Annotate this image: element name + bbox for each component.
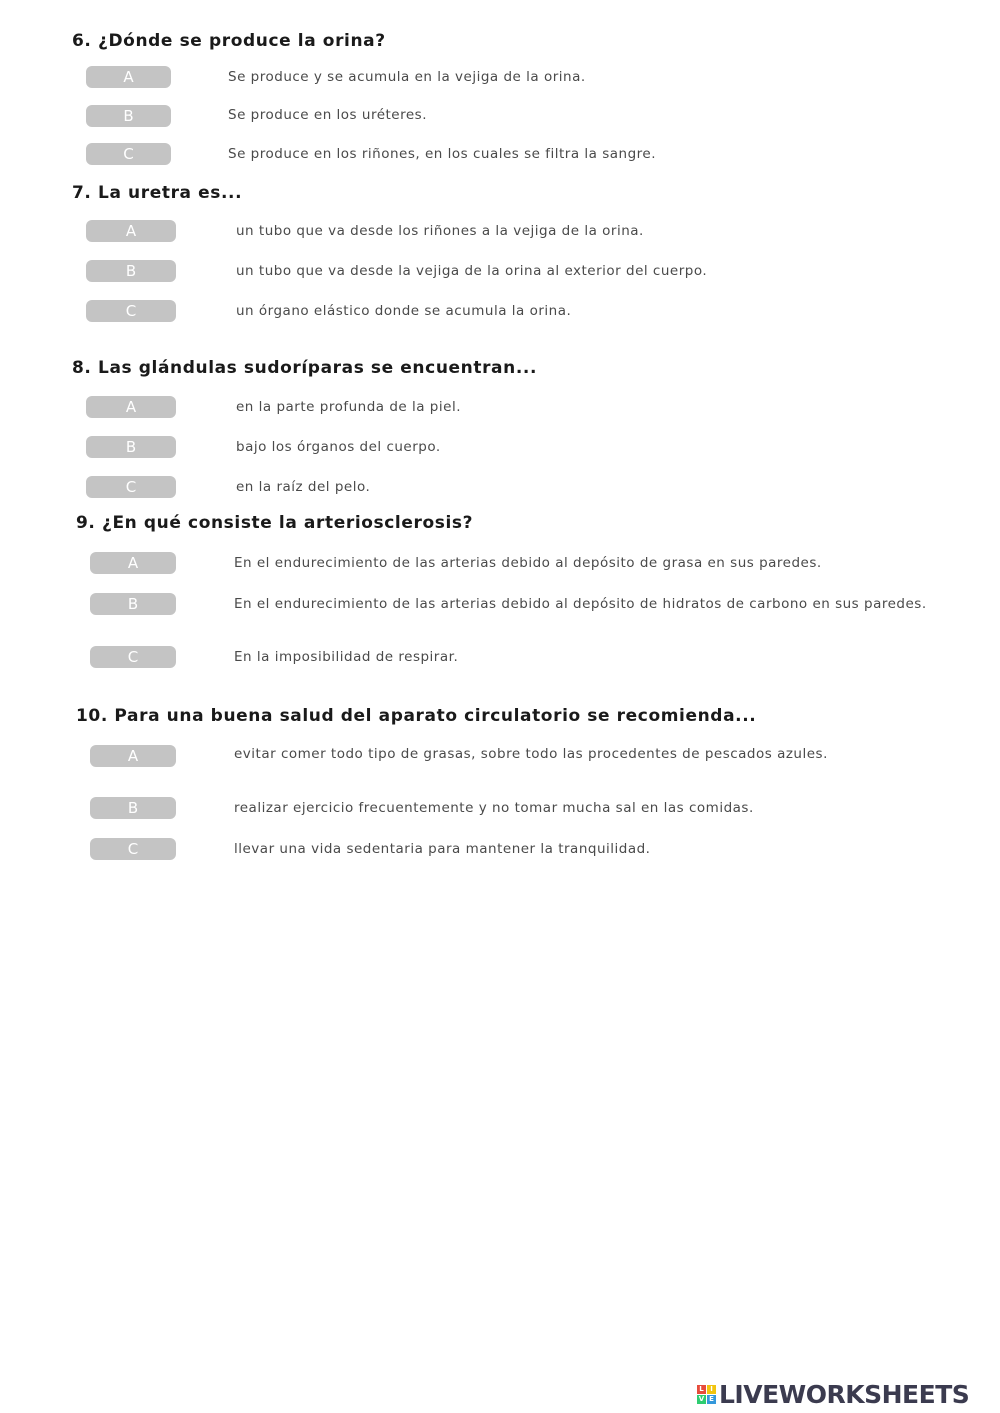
option-a-text: un tubo que va desde los riñones a la vejiga de la orina. [236, 223, 644, 239]
question-10-title: 10. Para una buena salud del aparato circulatorio se recomienda... [76, 706, 757, 726]
option-c-text: en la raíz del pelo. [236, 479, 371, 495]
option-c-button[interactable]: C [90, 838, 176, 860]
option-a-text: evitar comer todo tipo de grasas, sobre todo las procedentes de pescados azules. [234, 746, 828, 762]
option-b-text: Se produce en los uréteres. [228, 107, 427, 123]
option-c-text: llevar una vida sedentaria para mantener la tranquilidad. [234, 841, 651, 857]
option-c-text: En la imposibilidad de respirar. [234, 649, 459, 665]
option-b-text: En el endurecimiento de las arterias debido al depósito de hidratos de carbono en sus paredes. [234, 596, 927, 612]
question-6-title: 6. ¿Dónde se produce la orina? [72, 31, 386, 51]
option-c-text: Se produce en los riñones, en los cuales se filtra la sangre. [228, 146, 656, 162]
option-c-button[interactable]: C [90, 646, 176, 668]
logo-text: LIVEWORKSHEETS [719, 1379, 970, 1409]
logo-icon [697, 1385, 716, 1404]
logo-letter-e: E [707, 1395, 716, 1404]
option-a-text: en la parte profunda de la piel. [236, 399, 461, 415]
option-a-text: Se produce y se acumula en la vejiga de la orina. [228, 69, 586, 85]
option-b-button[interactable]: B [86, 436, 176, 458]
option-b-text: bajo los órganos del cuerpo. [236, 439, 441, 455]
option-a-button[interactable]: A [86, 220, 176, 242]
option-a-button[interactable]: A [86, 396, 176, 418]
question-9-title: 9. ¿En qué consiste la arteriosclerosis? [76, 513, 474, 533]
logo-letter-i: I [707, 1385, 716, 1394]
option-a-button[interactable]: A [86, 66, 171, 88]
question-8-title: 8. Las glándulas sudoríparas se encuentran... [72, 358, 538, 378]
option-b-button[interactable]: B [90, 593, 176, 615]
option-a-text: En el endurecimiento de las arterias debido al depósito de grasa en sus paredes. [234, 555, 822, 571]
option-c-text: un órgano elástico donde se acumula la orina. [236, 303, 572, 319]
option-c-button[interactable]: C [86, 300, 176, 322]
option-c-button[interactable]: C [86, 143, 171, 165]
logo-letter-l: L [697, 1385, 706, 1394]
option-a-button[interactable]: A [90, 745, 176, 767]
option-b-button[interactable]: B [90, 797, 176, 819]
option-b-button[interactable]: B [86, 105, 171, 127]
option-b-text: un tubo que va desde la vejiga de la orina al exterior del cuerpo. [236, 263, 708, 279]
option-c-button[interactable]: C [86, 476, 176, 498]
logo-letter-v: V [698, 1394, 705, 1403]
question-7-title: 7. La uretra es... [72, 183, 243, 203]
option-a-button[interactable]: A [90, 552, 176, 574]
option-b-text: realizar ejercicio frecuentemente y no tomar mucha sal en las comidas. [234, 800, 754, 816]
option-b-button[interactable]: B [86, 260, 176, 282]
liveworksheets-logo [697, 1380, 969, 1408]
